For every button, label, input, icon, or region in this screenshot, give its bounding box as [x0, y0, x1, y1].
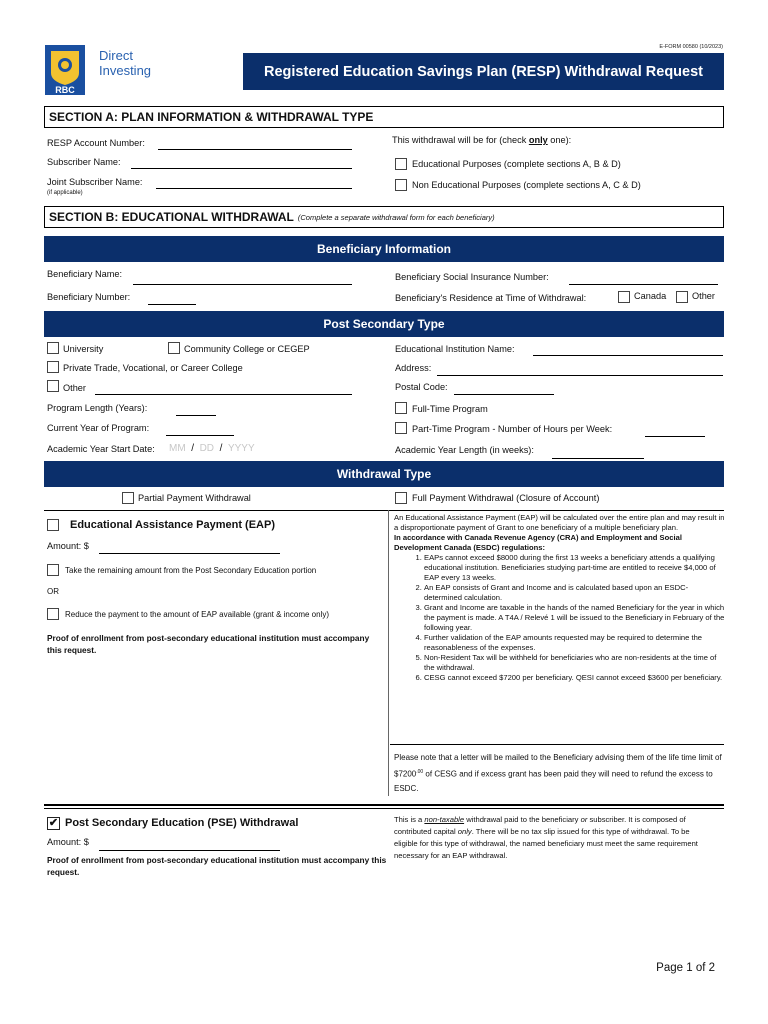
other-label: Other [63, 383, 86, 393]
beneficiary-number-field[interactable] [148, 304, 196, 305]
reduce-payment-checkbox[interactable] [47, 608, 59, 620]
other-field[interactable] [95, 394, 352, 395]
institution-label: Educational Institution Name: [395, 344, 515, 354]
eap-checkbox[interactable] [47, 519, 59, 531]
residence-other-label: Other [692, 291, 715, 301]
section-b-heading: SECTION B: EDUCATIONAL WITHDRAWAL (Complete a separate withdrawal form for each beneficiary) [44, 206, 724, 228]
pse-amount-field[interactable] [99, 850, 280, 851]
beneficiary-sin-field[interactable] [569, 284, 718, 285]
partial-payment-label: Partial Payment Withdrawal [138, 493, 251, 503]
fulltime-checkbox[interactable] [395, 402, 407, 414]
full-payment-checkbox[interactable] [395, 492, 407, 504]
page-number: Page 1 of 2 [656, 962, 715, 974]
eap-column-divider [388, 510, 389, 796]
partial-payment-checkbox[interactable] [122, 492, 134, 504]
pse-checkbox[interactable]: ✔ [48, 817, 59, 829]
university-checkbox[interactable] [47, 342, 59, 354]
rbc-logo [45, 45, 85, 95]
take-remaining-label: Take the remaining amount from the Post Secondary Education portion [65, 566, 317, 575]
beneficiary-info-band: Beneficiary Information [44, 236, 724, 262]
form-number: E-FORM 00580 (10/2023) [659, 44, 723, 50]
joint-subscriber-label: Joint Subscriber Name: [47, 177, 143, 187]
beneficiary-sin-label: Beneficiary Social Insurance Number: [395, 272, 549, 282]
residence-canada-checkbox[interactable] [618, 291, 630, 303]
account-number-label: RESP Account Number: [47, 138, 145, 148]
brand-line1: Direct [99, 48, 133, 63]
other-checkbox[interactable] [47, 380, 59, 392]
educational-purposes-checkbox[interactable] [395, 158, 407, 170]
trade-label: Private Trade, Vocational, or Career College [63, 363, 243, 373]
fulltime-label: Full-Time Program [412, 404, 488, 414]
college-label: Community College or CEGEP [184, 344, 310, 354]
or-label: OR [47, 587, 59, 596]
pse-proof-note: Proof of enrollment from post-secondary educational institution must accompany this request. [47, 855, 387, 877]
section-b-note: (Complete a separate withdrawal form for each beneficiary) [297, 212, 495, 222]
check-prompt: This withdrawal will be for (check only one): [392, 135, 572, 145]
eap-divider [44, 510, 724, 511]
non-educational-label: Non Educational Purposes (complete sections A, C & D) [412, 180, 641, 190]
eap-proof-note: Proof of enrollment from post-secondary educational institution must accompany this request. [47, 633, 370, 655]
beneficiary-residence-label: Beneficiary's Residence at Time of Withdrawal: [395, 293, 587, 303]
educational-purposes-label: Educational Purposes (complete sections A, B & D) [412, 159, 621, 169]
non-educational-checkbox[interactable] [395, 179, 407, 191]
eap-info-intro: An Educational Assistance Payment (EAP) will be calculated over the entire plan and may result in a disproportionate payment of Grant to one beneficiary of a multiple beneficiary plan. [394, 513, 725, 532]
brand-line2: Investing [99, 63, 152, 78]
form-title: Registered Education Savings Plan (RESP) Withdrawal Request [243, 53, 724, 90]
logo-text: RBC [55, 85, 75, 95]
parttime-checkbox[interactable] [395, 422, 407, 434]
eap-info-regulations: In accordance with Canada Revenue Agency (CRA) and Employment and Social Development Canada (ESDC) regulations: [394, 533, 682, 552]
residence-other-checkbox[interactable] [676, 291, 688, 303]
eap-amount-field[interactable] [99, 553, 280, 554]
subscriber-name-label: Subscriber Name: [47, 157, 121, 167]
reduce-payment-label: Reduce the payment to the amount of EAP available (grant & income only) [65, 610, 330, 619]
take-remaining-checkbox[interactable] [47, 564, 59, 576]
eap-title: Educational Assistance Payment (EAP) [70, 519, 275, 531]
pse-divider-bottom [44, 808, 724, 809]
address-field[interactable] [437, 375, 723, 376]
beneficiary-name-label: Beneficiary Name: [47, 269, 123, 279]
eap-amount-label: Amount: $ [47, 541, 89, 551]
brand-name [99, 48, 151, 78]
pse-title: Post Secondary Education (PSE) Withdrawal [65, 817, 299, 829]
year-length-field[interactable] [552, 458, 644, 459]
postal-code-label: Postal Code: [395, 382, 448, 392]
postal-code-field[interactable] [454, 394, 554, 395]
eap-rule: 3. Grant and Income are taxable in the hands of the named Beneficiary for the year in which the payment is made. A T4A / Relevé 1 will be issued to the Beneficiary in February of the following year. [424, 603, 726, 633]
address-label: Address: [395, 363, 432, 373]
account-number-field[interactable] [158, 149, 352, 150]
post-secondary-type-band: Post Secondary Type [44, 311, 724, 337]
eap-rules-list [408, 553, 726, 683]
section-a-heading: SECTION A: PLAN INFORMATION & WITHDRAWAL TYPE [44, 106, 724, 128]
pse-divider-top [44, 804, 724, 806]
beneficiary-name-field[interactable] [133, 284, 352, 285]
pse-info: This is a non-taxable withdrawal paid to the beneficiary or subscriber. It is composed of contributed capital only. There will be no tax slip issued for this type of withdrawal. To be eligible for this type of withdrawal, the named beneficiary must meet the same requirement necessary for an EAP withdrawal. [394, 815, 698, 860]
university-label: University [63, 344, 104, 354]
eap-info-block [394, 513, 726, 683]
eap-rule: 6. CESG cannot exceed $7200 per beneficiary. QESI cannot exceed $3600 per beneficiary. [424, 673, 726, 683]
trade-checkbox[interactable] [47, 361, 59, 373]
current-year-label: Current Year of Program: [47, 423, 150, 433]
eap-rule: 1. EAPs cannot exceed $8000 during the first 13 weeks a beneficiary attends a qualifying educational institution. Beneficiaries studying part-time are entitled to receive $4,000 of EAP every 13 weeks. [424, 553, 726, 583]
withdrawal-type-band: Withdrawal Type [44, 461, 724, 487]
current-year-field[interactable] [166, 435, 234, 436]
residence-canada-label: Canada [634, 291, 667, 301]
beneficiary-number-label: Beneficiary Number: [47, 292, 131, 302]
start-date-label: Academic Year Start Date: [47, 444, 155, 454]
program-length-field[interactable] [176, 415, 216, 416]
college-checkbox[interactable] [168, 342, 180, 354]
eap-rule: 2. An EAP consists of Grant and Income and is calculated based upon an ESDC-determined calculation. [424, 583, 726, 603]
start-date-field[interactable]: MM / DD / YYYY [169, 443, 255, 454]
eap-rule: 4. Further validation of the EAP amounts requested may be required to determine the reasonableness of the expenses. [424, 633, 726, 653]
eap-rule: 5. Non-Resident Tax will be withheld for beneficiaries who are non-residents at the time of the withdrawal. [424, 653, 726, 673]
letter-divider [390, 744, 724, 745]
pse-amount-label: Amount: $ [47, 837, 89, 847]
hours-per-week-field[interactable] [645, 436, 705, 437]
subscriber-name-field[interactable] [131, 168, 352, 169]
joint-note: (if applicable) [47, 190, 83, 196]
full-payment-label: Full Payment Withdrawal (Closure of Account) [412, 493, 600, 503]
institution-field[interactable] [533, 355, 723, 356]
lifetime-limit-note: Please note that a letter will be mailed to the Beneficiary advising them of the life time limit of $\$7200^{.00}$ of CESG and if excess grant has been paid they will need to refund the excess to ESDC. [394, 753, 722, 793]
year-length-label: Academic Year Length (in weeks): [395, 445, 534, 455]
program-length-label: Program Length (Years): [47, 403, 148, 413]
joint-subscriber-field[interactable] [156, 188, 352, 189]
parttime-label: Part-Time Program - Number of Hours per Week: [412, 424, 613, 434]
